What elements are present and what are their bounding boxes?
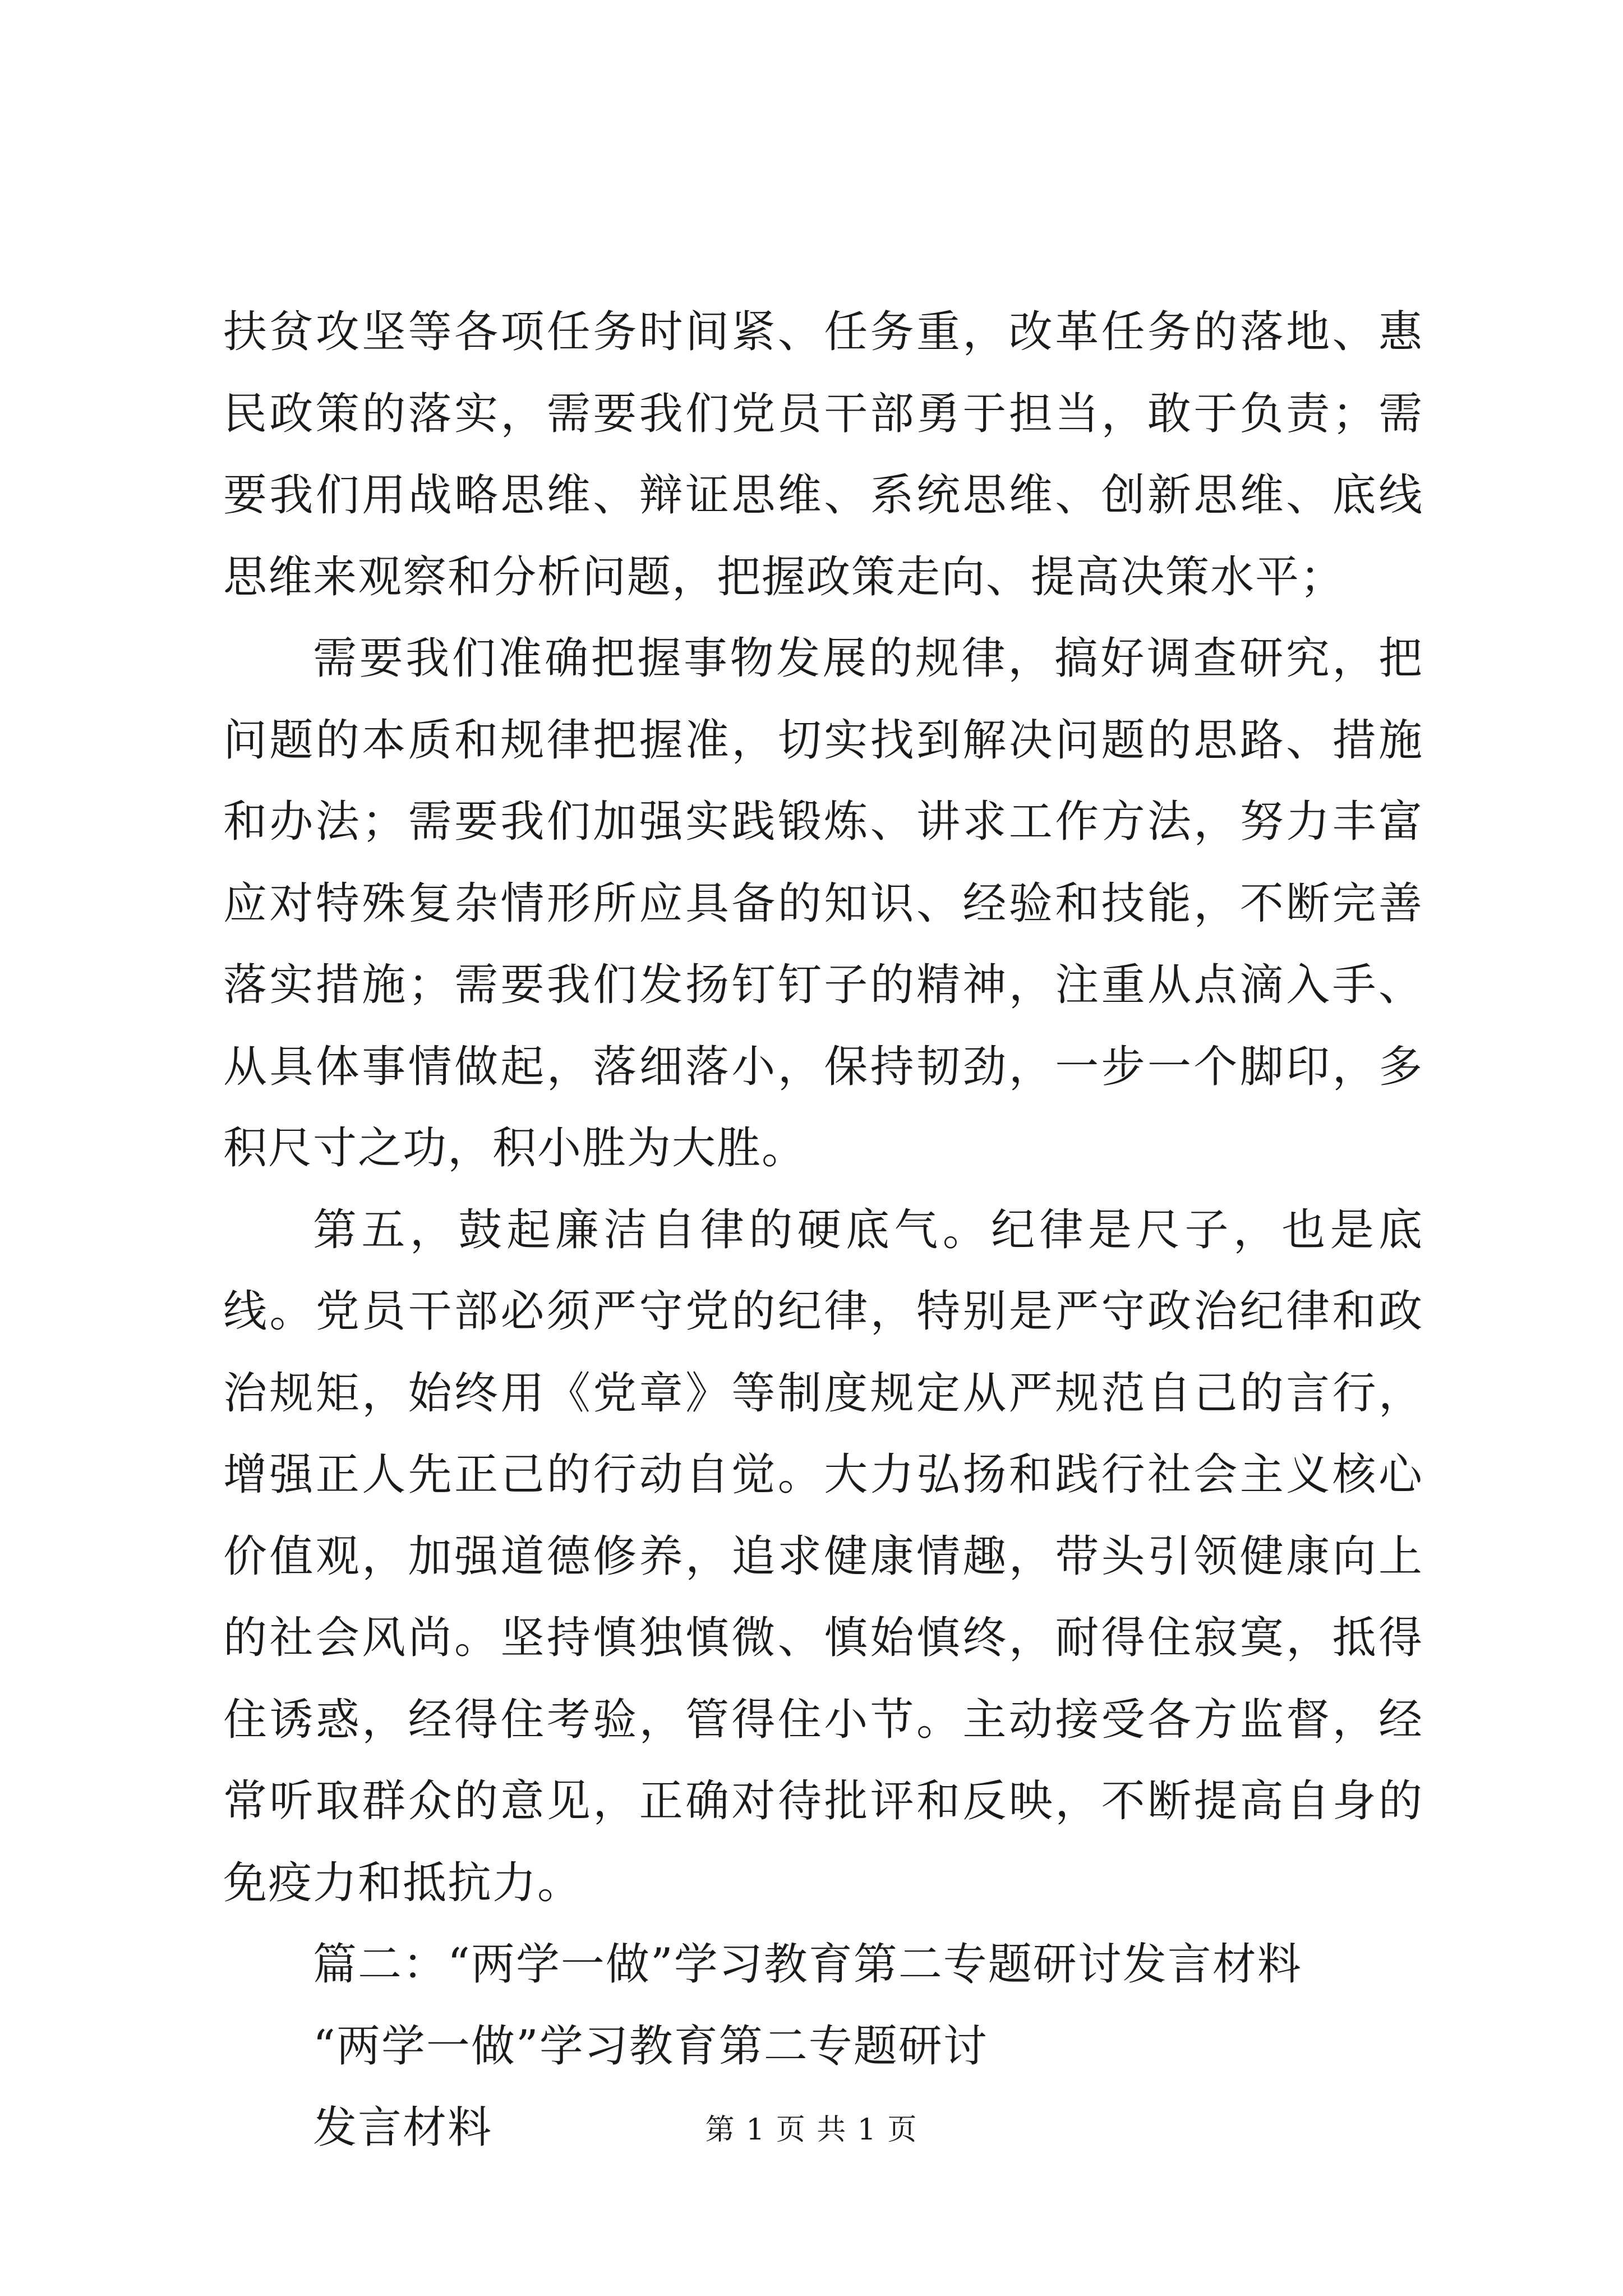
subtitle-line-2: 发言材料	[313, 2102, 493, 2153]
document-body	[223, 292, 1423, 2169]
page-footer: 第 1 页 共 1 页	[705, 2113, 918, 2147]
paragraph-3: 第五，鼓起廉洁自律的硬底气。纪律是尺子，也是底线。党员干部必须严守党的纪律，特别是严守政治纪律和政治规矩，始终用《党章》等制度规定从严规范自己的言行，增强正人先正己的行动自觉。大力弘扬和践行社会主义核心价值观，加强道德修养，追求健康情趣，带头引领健康向上的社会风尚。坚持慎独慎微、慎始慎终，耐得住寂寞，抵得住诱惑，经得住考验，管得住小节。主动接受各方监督，经常听取群众的意见，正确对待批评和反映，不断提高自身的免疫力和抵抗力。	[223, 1204, 1423, 1908]
paragraph-2: 需要我们准确把握事物发展的规律，搞好调查研究，把问题的本质和规律把握准，切实找到解决问题的思路、措施和办法；需要我们加强实践锻炼、讲求工作方法，努力丰富应对特殊复杂情形所应具备的知识、经验和技能，不断完善落实措施；需要我们发扬钉钉子的精神，注重从点滴入手、从具体事情做起，落细落小，保持韧劲，一步一个脚印，多积尺寸之功，积小胜为大胜。	[223, 633, 1423, 1174]
subtitle-line-1: “两学一做”学习教育第二专题研讨	[313, 2021, 988, 2072]
paragraph-1: 扶贫攻坚等各项任务时间紧、任务重，改革任务的落地、惠民政策的落实，需要我们党员干部勇于担当，敢于负责；需要我们用战略思维、辩证思维、系统思维、创新思维、底线思维来观察和分析问题，把握政策走向、提高决策水平；	[223, 307, 1423, 602]
section-heading: 篇二：“两学一做”学习教育第二专题研讨发言材料	[313, 1939, 1302, 1990]
